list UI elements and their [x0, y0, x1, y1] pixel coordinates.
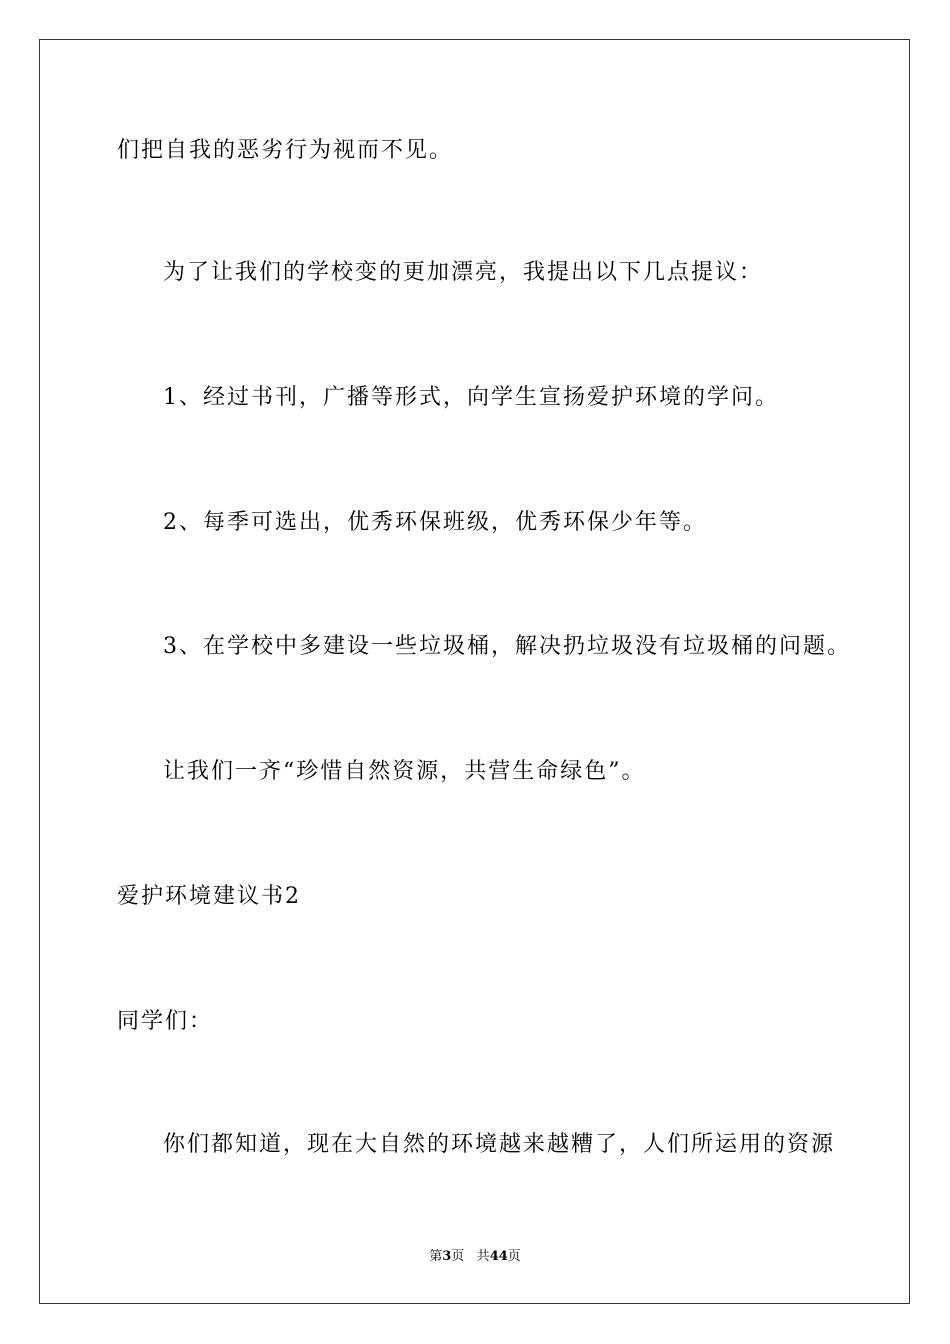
footer-page-number: 3 [442, 1249, 452, 1264]
section-heading: 爱护环境建议书2 [117, 884, 301, 909]
page-border [39, 39, 910, 1304]
paragraph-line-3: 1、经过书刊，广播等形式，向学生宣扬爱护环境的学问。 [163, 385, 779, 410]
paragraph-line-4: 2、每季可选出，优秀环保班级，优秀环保少年等。 [163, 510, 707, 535]
paragraph-line-2: 为了让我们的学校变的更加漂亮，我提出以下几点提议： [163, 260, 764, 285]
paragraph-line-6: 让我们一齐“珍惜自然资源，共营生命绿色”。 [163, 759, 646, 784]
footer-total-prefix: 共 [476, 1249, 490, 1264]
footer-total-suffix: 页 [507, 1249, 521, 1264]
paragraph-line-1: 们把自我的恶劣行为视而不见。 [117, 138, 454, 163]
paragraph-line-5: 3、在学校中多建设一些垃圾桶，解决扔垃圾没有垃圾桶的问题。 [163, 634, 851, 659]
paragraph-line-7: 你们都知道，现在大自然的环境越来越糟了，人们所运用的资源 [163, 1132, 836, 1157]
footer-page-suffix: 页 [451, 1249, 465, 1264]
footer-page-prefix: 第 [429, 1249, 443, 1264]
page-footer [0, 1248, 950, 1266]
footer-total-pages: 44 [489, 1249, 508, 1264]
salutation: 同学们： [117, 1009, 214, 1034]
